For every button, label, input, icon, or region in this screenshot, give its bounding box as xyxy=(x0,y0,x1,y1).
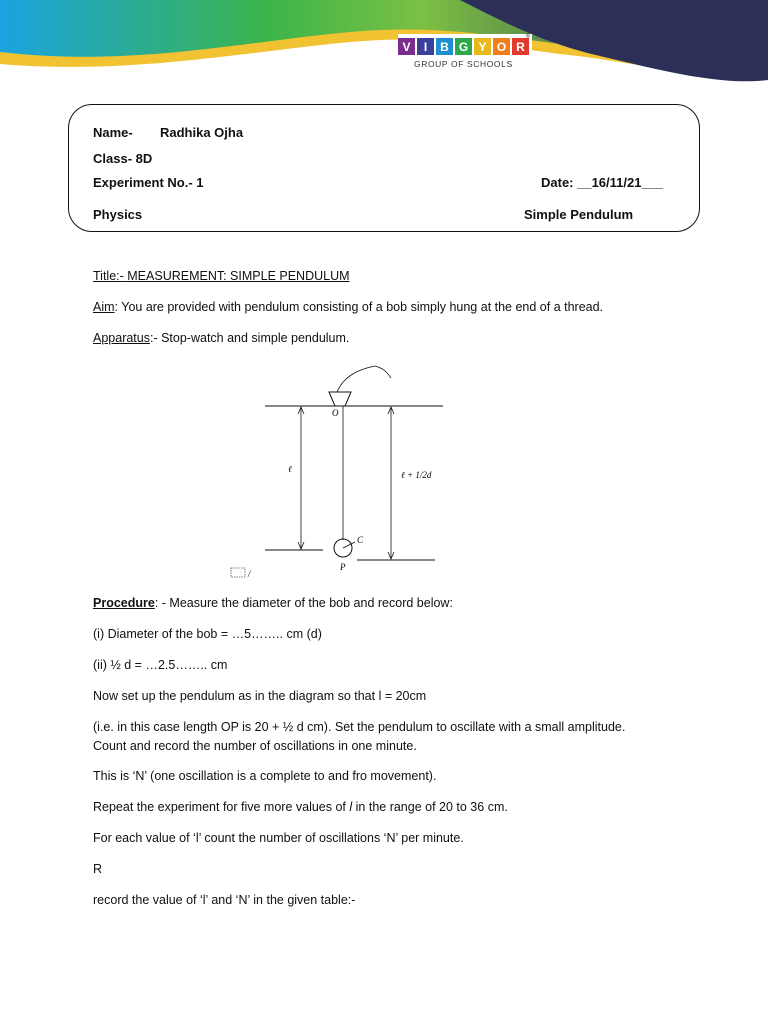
top-banner xyxy=(0,0,768,90)
procedure-text: : - Measure the diameter of the bob and record below: xyxy=(154,596,453,610)
aim-line xyxy=(93,300,603,314)
logo-letters xyxy=(398,38,529,55)
label-l-plus-half-d: ℓ + 1/2d xyxy=(401,470,432,480)
record-line: record the value of ‘l’ and ‘N’ in the given table:- xyxy=(93,893,356,907)
setup-line: Now set up the pendulum as in the diagram so that l = 20cm xyxy=(93,689,427,703)
title-value: MEASUREMENT: SIMPLE PENDULUM xyxy=(123,269,350,283)
repeat-line xyxy=(93,800,508,814)
each-value-line: For each value of ‘l’ count the number of oscillations ‘N’ per minute. xyxy=(93,831,464,845)
label-o: O xyxy=(332,408,339,418)
apparatus-label: Apparatus xyxy=(93,331,150,345)
student-info-box xyxy=(68,104,700,232)
date-field: Date: __16/11/21___ xyxy=(541,175,664,190)
aim-label: Aim xyxy=(93,300,115,314)
repeat-text-c: in the range of 20 to 36 cm. xyxy=(352,800,508,814)
title-label: Title:- xyxy=(93,269,124,283)
logo-letter: I xyxy=(417,38,434,55)
apparatus-line xyxy=(93,331,349,345)
title-line xyxy=(93,269,350,283)
topic-label: Simple Pendulum xyxy=(524,207,634,222)
class-label: Class- 8D xyxy=(93,151,153,166)
pendulum-diagram xyxy=(225,360,465,585)
logo-trademark: ® xyxy=(525,34,530,40)
experiment-number: Experiment No.- 1 xyxy=(93,175,204,190)
logo-letter: B xyxy=(436,38,453,55)
label-c: C xyxy=(357,535,364,545)
subject-label: Physics xyxy=(93,207,143,222)
aim-text: : You are provided with pendulum consisting of a bob simply hung at the end of a thread. xyxy=(114,300,604,314)
procedure-line xyxy=(93,596,453,610)
count-line: Count and record the number of oscillations in one minute. xyxy=(93,739,417,753)
logo-letter: Y xyxy=(474,38,491,55)
procedure-label: Procedure xyxy=(93,596,155,610)
logo-subtitle: GROUP OF SCHOOLS xyxy=(414,59,513,69)
vibgyor-logo xyxy=(398,34,532,72)
repeat-text-l: l xyxy=(349,800,353,814)
diameter-line: (i) Diameter of the bob = …5…….. cm (d) xyxy=(93,627,322,641)
logo-letter: G xyxy=(455,38,472,55)
logo-letter: V xyxy=(398,38,415,55)
length-line: (i.e. in this case length OP is 20 + ½ d cm). Set the pendulum to oscillate with a small amplitude. xyxy=(93,720,626,734)
oscillation-definition-line: This is ‘N’ (one oscillation is a complete to and fro movement). xyxy=(93,769,437,783)
logo-letter: R xyxy=(512,38,529,55)
label-l: ℓ xyxy=(288,464,292,474)
stray-r-line: R xyxy=(93,862,103,876)
name-label: Name- xyxy=(93,125,133,140)
apparatus-text: :- Stop-watch and simple pendulum. xyxy=(149,331,350,345)
caption-mark: / xyxy=(248,569,251,579)
label-p: P xyxy=(340,562,346,572)
name-value: Radhika Ojha xyxy=(160,125,244,140)
repeat-text-a: Repeat the experiment for five more values of xyxy=(93,800,350,814)
half-diameter-line: (ii) ½ d = …2.5…….. cm xyxy=(93,658,228,672)
logo-letter: O xyxy=(493,38,510,55)
